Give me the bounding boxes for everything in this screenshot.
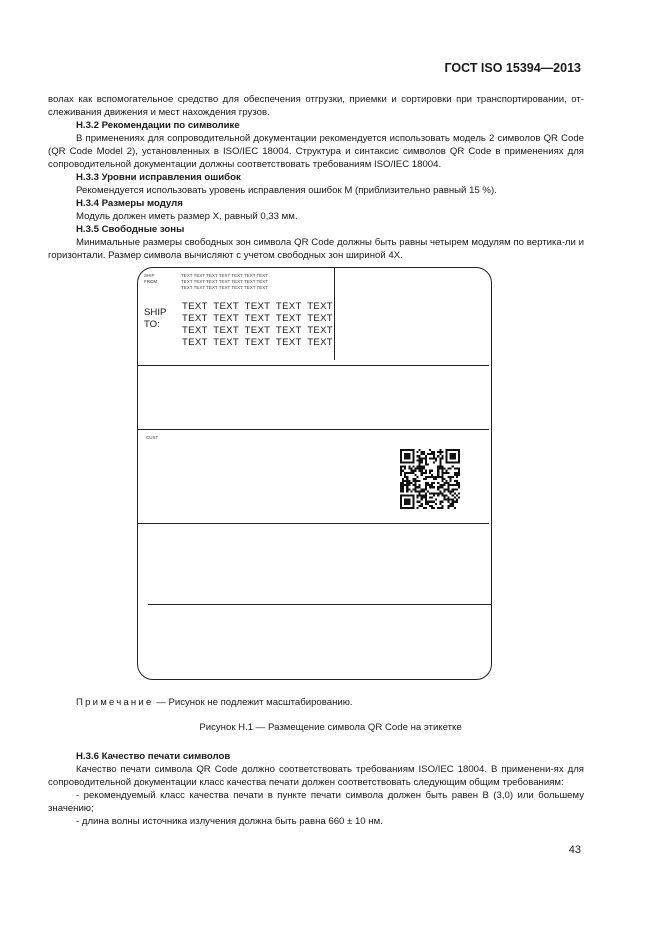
paragraph-intro: волах как вспомогательное средство для обеспечения отгрузки, приемки и сортировки при транспортировании, от-слеживания движения и мест нахождения грузов. [48, 94, 584, 118]
heading-h32: Н.3.2 Рекомендации по символике [76, 120, 240, 131]
ship-from-label: SHIP FROM [144, 273, 158, 284]
paragraph-h32: В применениях для сопроводительной документации рекомендуется использовать модель 2 символов QR Code (QR Code Model 2), установленных в ISO/IEC 18004. Структура и синтаксис символов QR Code в применениях для сопроводительной документации должны соответствовать требованиям ISO/IEC 18004. [48, 133, 584, 170]
list-item-1: - рекомендуемый класс качества печати в пункте печати символа должен быть равен В (3,0) или большему значению; [48, 790, 584, 814]
label-divider-4 [148, 604, 492, 605]
cust-label: CUST [146, 435, 159, 440]
qr-code-symbol [400, 449, 460, 509]
paragraph-h33: Рекомендуется использовать уровень исправления ошибок М (приблизительно равный 15 %). [76, 185, 497, 196]
standard-header: ГОСТ ISO 15394—2013 [444, 61, 581, 75]
ship-from-text: TEXT TEXT TEXT TEXT TEXT TEXT TEXT TEXT TEXT TEXT TEXT TEXT TEXT TEXT TEXT TEXT TEXT TEXT TEXT TEXT TEXT [181, 273, 269, 290]
ship-to-label: SHIP TO: [144, 307, 167, 330]
ship-to-address: TEXT TEXT TEXT TEXT TEXT TEXT TEXT TEXT TEXT TEXT TEXT TEXT TEXT TEXT TEXT TEXT TEXT TEXT TEXT TEXT [182, 301, 333, 348]
heading-h35: Н.3.5 Свободные зоны [76, 224, 185, 235]
label-divider-1 [138, 365, 489, 366]
body-text-bottom [48, 750, 584, 828]
heading-h34: Н.3.4 Размеры модуля [76, 198, 183, 209]
body-text-top [48, 93, 584, 262]
paragraph-h36: Качество печати символа QR Code должно соответствовать требованиям ISO/IEC 18004. В применени-ях для сопроводительной документации класс качества печати должен соответствовать следующим общим требованиям: [48, 764, 584, 788]
label-divider-2 [138, 429, 489, 430]
shipping-label-figure [137, 267, 492, 680]
note-text: — Рисунок не подлежит масштабированию. [153, 697, 353, 708]
heading-h36: Н.3.6 Качество печати символов [76, 751, 231, 762]
heading-h33: Н.3.3 Уровни исправления ошибок [76, 172, 241, 183]
figure-note [76, 697, 353, 708]
address-divider [334, 268, 335, 360]
page-number: 43 [568, 844, 581, 856]
list-item-2: - длина волны источника излучения должна быть равна 660 ± 10 нм. [76, 816, 383, 827]
label-divider-3 [138, 523, 489, 524]
note-label: Примечание [76, 697, 154, 708]
paragraph-h34: Модуль должен иметь размер X, равный 0,33 мм. [76, 211, 298, 222]
figure-caption: Рисунок Н.1 — Размещение символа QR Code на этикетке [199, 722, 462, 733]
paragraph-h35: Минимальные размеры свободных зон символа QR Code должны быть равны четырем модулям по вертика-ли и горизонтали. Размер символа вычисляют с учетом свободных зон шириной 4X. [48, 237, 584, 261]
